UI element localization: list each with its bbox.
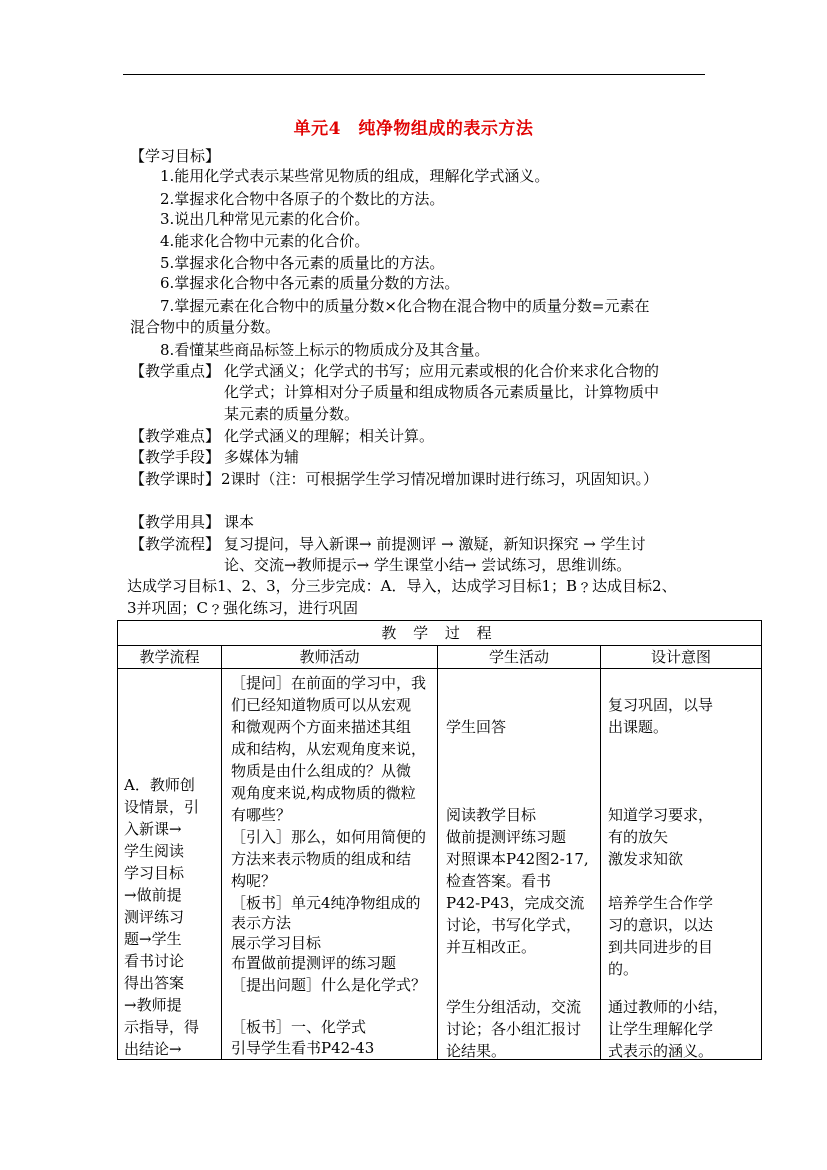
intent-line: 习的意识，以达	[608, 916, 714, 934]
hours-label: 【教学课时】	[130, 470, 221, 488]
objective-1: 1.能用化学式表示某些常见物质的组成，理解化学式涵义。	[160, 167, 550, 185]
teacher-activity-cell	[222, 669, 438, 1060]
objective-3: 3.说出几种常见元素的化合价。	[160, 210, 370, 228]
teacher-line: ［板书］一、化学式	[231, 1018, 367, 1036]
difficulty-text: 化学式涵义的理解；相关计算。	[224, 427, 435, 445]
objective-7-cont: 混合物中的质量分数。	[130, 318, 281, 336]
intent-line: 知道学习要求，	[608, 806, 714, 824]
process-label: 【教学流程】	[130, 535, 221, 553]
student-line: 对照课本P42图2-17,	[446, 850, 589, 868]
table-header: 教 学 过 程	[118, 621, 762, 646]
student-line: 阅读教学目标	[446, 806, 537, 824]
column-header-student: 学生活动	[438, 646, 601, 669]
flow-line: 看书讨论	[124, 952, 185, 970]
intent-line: 培养学生合作学	[608, 894, 714, 912]
means-label: 【教学手段】	[130, 448, 221, 466]
flow-line: 入新课→	[124, 820, 182, 838]
student-line: 论结果。	[446, 1042, 507, 1060]
summary-line-2: 3并巩固；C﹖强化练习，进行巩固	[127, 599, 359, 617]
objective-6: 6.掌握求化合物中各元素的质量分数的方法。	[160, 274, 460, 292]
student-line: 并互相改正。	[446, 938, 537, 956]
teacher-line: 和微观两个方面来描述其组	[231, 718, 412, 736]
teacher-line: 展示学习目标	[231, 934, 322, 952]
student-line: 讨论，书写化学式，	[446, 916, 582, 934]
objective-5: 5.掌握求化合物中各元素的质量比的方法。	[160, 254, 445, 272]
student-line: 检查答案。看书	[446, 872, 552, 890]
process-line-1: 复习提问，导入新课→ 前提测评 → 激疑，新知识探究 → 学生讨	[224, 535, 646, 553]
flow-line: 测评练习	[124, 908, 185, 926]
key-points-line-3: 某元素的质量分数。	[224, 405, 360, 423]
intent-line: 有的放矢	[608, 828, 669, 846]
student-line: P42-P43，完成交流	[446, 894, 585, 912]
design-intent-cell	[601, 669, 762, 1060]
header-rule	[123, 74, 705, 75]
key-points-line-1: 化学式涵义；化学式的书写；应用元素或根的化合价来求化合物的	[224, 362, 660, 380]
objective-2: 2.掌握求化合物中各原子的个数比的方法。	[160, 190, 445, 208]
teacher-line: 引导学生看书P42-43	[231, 1039, 375, 1057]
student-line: 学生回答	[446, 718, 507, 736]
student-activity-cell	[438, 669, 601, 1060]
intent-line: 通过教师的小结，	[608, 998, 729, 1016]
intent-line: 到共同进步的目	[608, 938, 714, 956]
summary-line-1: 达成学习目标1、2、3，分三步完成：A．导入，达成学习目标1；B﹖达成目标2、	[127, 577, 677, 595]
flow-line: →做前提	[124, 886, 182, 904]
teacher-line: ［引入］那么，如何用简便的	[231, 828, 427, 846]
student-line: 做前提测评练习题	[446, 828, 567, 846]
flow-line: →教师提	[124, 996, 182, 1014]
flow-line: 示指导，得	[124, 1018, 200, 1036]
student-line: 学生分组活动，交流	[446, 998, 582, 1016]
teacher-line: 有哪些？	[231, 806, 292, 824]
hours-text: 2课时（注：可根据学生学习情况增加课时进行练习，巩固知识。）	[221, 470, 659, 488]
key-points-label: 【教学重点】	[130, 362, 221, 380]
teacher-line: 成和结构，从宏观角度来说，	[231, 740, 427, 758]
intent-line: 的。	[608, 960, 639, 978]
flow-line: A．教师创	[124, 776, 195, 794]
key-points-line-2: 化学式；计算相对分子质量和组成物质各元素质量比，计算物质中	[224, 383, 660, 401]
objective-4: 4.能求化合物中元素的化合价。	[160, 232, 370, 250]
objectives-heading: 【学习目标】	[130, 147, 221, 165]
flow-line: 学习目标	[124, 864, 185, 882]
teacher-line: 布置做前提测评的练习题	[231, 954, 397, 972]
teacher-line: ［板书］单元4纯净物组成的	[231, 894, 421, 912]
intent-line: 出课题。	[608, 718, 669, 736]
page-title: 单元4 纯净物组成的表示方法	[293, 119, 534, 139]
teacher-line: 观角度来说,构成物质的微粒	[231, 784, 416, 802]
difficulty-label: 【教学难点】	[130, 427, 221, 445]
teacher-line: 们已经知道物质可以从宏观	[231, 696, 412, 714]
column-header-teacher: 教师活动	[222, 646, 438, 669]
flow-cell	[118, 669, 222, 1060]
teacher-line: 物质是由什么组成的？从微	[231, 762, 412, 780]
column-header-flow: 教学流程	[118, 646, 222, 669]
column-header-intent: 设计意图	[601, 646, 762, 669]
teacher-line: 方法来表示物质的组成和结	[231, 850, 412, 868]
process-line-2: 论、交流→教师提示→ 学生课堂小结→ 尝试练习，思维训练。	[224, 556, 632, 574]
intent-line: 让学生理解化学	[608, 1020, 714, 1038]
teacher-line: ［提问］在前面的学习中，我	[231, 674, 427, 692]
teacher-line: 构呢？	[231, 872, 277, 890]
teacher-line: 表示方法	[231, 914, 292, 932]
intent-line: 激发求知欲	[608, 850, 684, 868]
objective-7: 7.掌握元素在化合物中的质量分数×化合物在混合物中的质量分数=元素在	[160, 297, 650, 315]
flow-line: 设情景，引	[124, 798, 200, 816]
tools-text: 课本	[224, 513, 255, 531]
flow-line: 得出答案	[124, 974, 185, 992]
flow-line: 学生阅读	[124, 842, 185, 860]
intent-line: 式表示的涵义。	[608, 1042, 714, 1060]
means-text: 多媒体为辅	[224, 448, 300, 466]
teacher-line: ［提出问题］什么是化学式？	[231, 976, 427, 994]
objective-8: 8.看懂某些商品标签上标示的物质成分及其含量。	[160, 341, 490, 359]
flow-line: 题→学生	[124, 930, 182, 948]
student-line: 讨论；各小组汇报讨	[446, 1020, 582, 1038]
intent-line: 复习巩固，以导	[608, 696, 714, 714]
tools-label: 【教学用具】	[130, 513, 221, 531]
flow-line: 出结论→	[124, 1040, 182, 1058]
teaching-process-table	[117, 620, 762, 1060]
